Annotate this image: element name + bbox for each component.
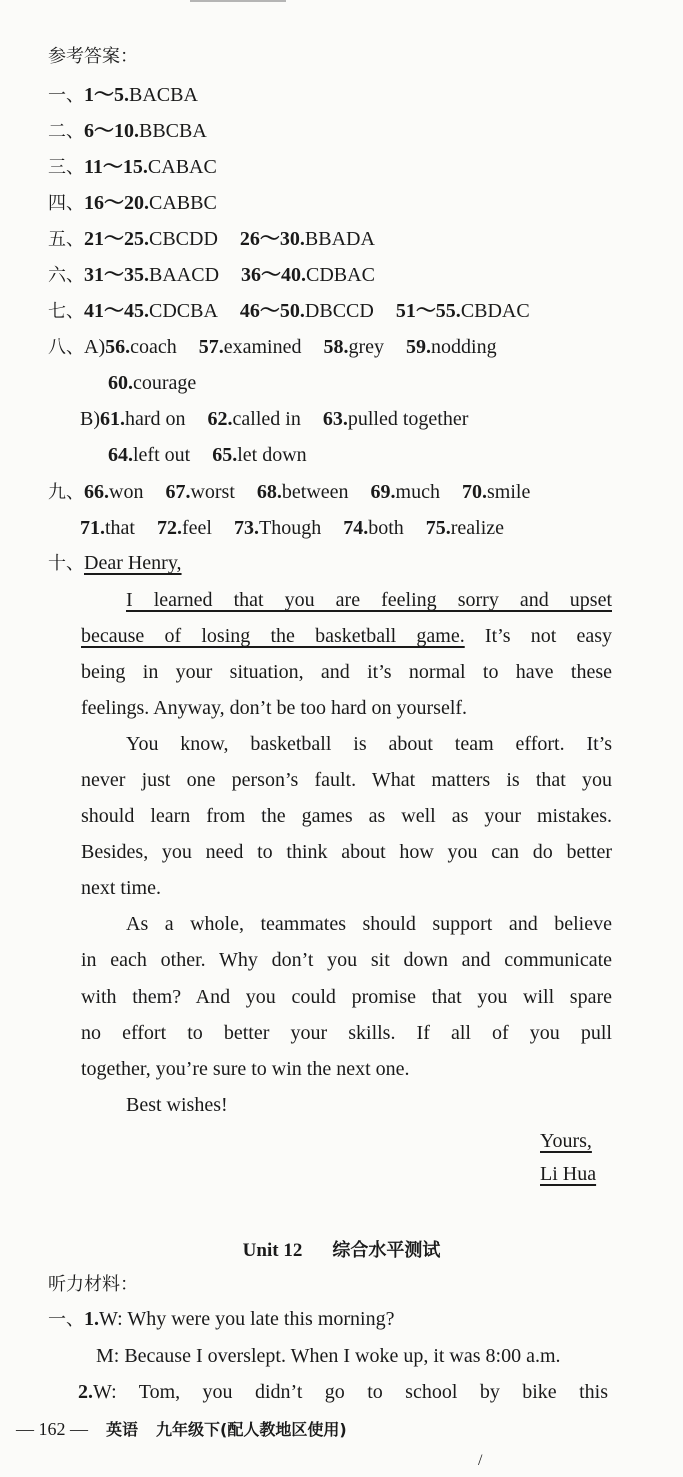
letter-p1-line2: because of losing the basketball game. It’s not easy	[81, 625, 612, 647]
letter-sign-yours: Yours,	[540, 1130, 592, 1152]
answer-row-8b: B)61.hard on 62.called in 63.pulled together	[80, 408, 469, 430]
answer-key-label: 参考答案：	[48, 46, 138, 67]
letter-p1-line3: being in your situation, and it’s normal to have these	[81, 661, 612, 683]
answer-row-8b-cont: 64.left out 65.let down	[108, 444, 307, 466]
answer-row-3: 三、11～15.CABAC	[48, 156, 217, 178]
listening-q2-w: 2.W: Tom, you didn’t go to school by bike this	[78, 1381, 608, 1403]
letter-p2-line2: never just one person’s fault. What matters is that you	[81, 769, 612, 791]
listening-q1-m: M: Because I overslept. When I woke up, it was 8:00 a.m.	[96, 1345, 561, 1367]
page-number: — 162 —	[16, 1419, 88, 1439]
unit-heading: Unit 12 综合水平测试	[242, 1240, 441, 1261]
answer-row-2: 二、6～10.BBCBA	[48, 120, 207, 142]
answer-row-4: 四、16～20.CABBC	[48, 192, 217, 214]
answer-row-8a-cont: 60.courage	[108, 372, 197, 394]
letter-greeting: Dear Henry,	[84, 552, 182, 574]
letter-p2-line4: Besides, you need to think about how you can do better	[81, 841, 612, 863]
letter-p3-line2: in each other. Why don’t you sit down and communicate	[81, 949, 612, 971]
letter-p2-line5: next time.	[81, 877, 161, 899]
answer-row-6: 六、31～35.BAACD 36～40.CDBAC	[48, 264, 375, 286]
answer-row-9-cont: 71.that 72.feel 73.Though 74.both 75.realize	[80, 517, 505, 539]
letter-p2-line1: You know, basketball is about team effort. It’s	[126, 733, 612, 755]
listening-label: 听力材料：	[48, 1274, 138, 1295]
listening-q1-w: 一、1.W: Why were you late this morning?	[48, 1308, 395, 1330]
answer-row-8a: 八、A)56.coach 57.examined 58.grey 59.nodding	[48, 336, 497, 358]
letter-p3-line3: with them? And you could promise that you will spare	[81, 986, 612, 1008]
letter-p1-line1: I learned that you are feeling sorry and upset	[126, 589, 612, 611]
answer-row-1: 一、1～5.BACBA	[48, 84, 198, 106]
top-rule	[190, 0, 286, 2]
letter-p2-line3: should learn from the games as well as your mistakes.	[81, 805, 612, 827]
letter-p3-line5: together, you’re sure to win the next one.	[81, 1058, 410, 1080]
letter-p3-line1: As a whole, teammates should support and believe	[126, 913, 612, 935]
letter-p3-line4: no effort to better your skills. If all of you pull	[81, 1022, 612, 1044]
letter-greeting-row: 十、Dear Henry,	[48, 552, 182, 574]
letter-sign-name: Li Hua	[540, 1163, 597, 1185]
letter-p1-line4: feelings. Anyway, don’t be too hard on yourself.	[81, 697, 468, 719]
answer-row-7: 七、41～45.CDCBA 46～50.DBCCD 51～55.CBDAC	[48, 300, 530, 322]
answer-row-5: 五、21～25.CBCDD 26～30.BBADA	[48, 228, 375, 250]
page-footer: — 162 — 英语 九年级下(配人教地区使用)	[16, 1419, 347, 1439]
margin-mark: /	[478, 1452, 483, 1469]
answer-row-9: 九、66.won 67.worst 68.between 69.much 70.smile	[48, 481, 531, 503]
letter-closing: Best wishes!	[126, 1094, 228, 1116]
